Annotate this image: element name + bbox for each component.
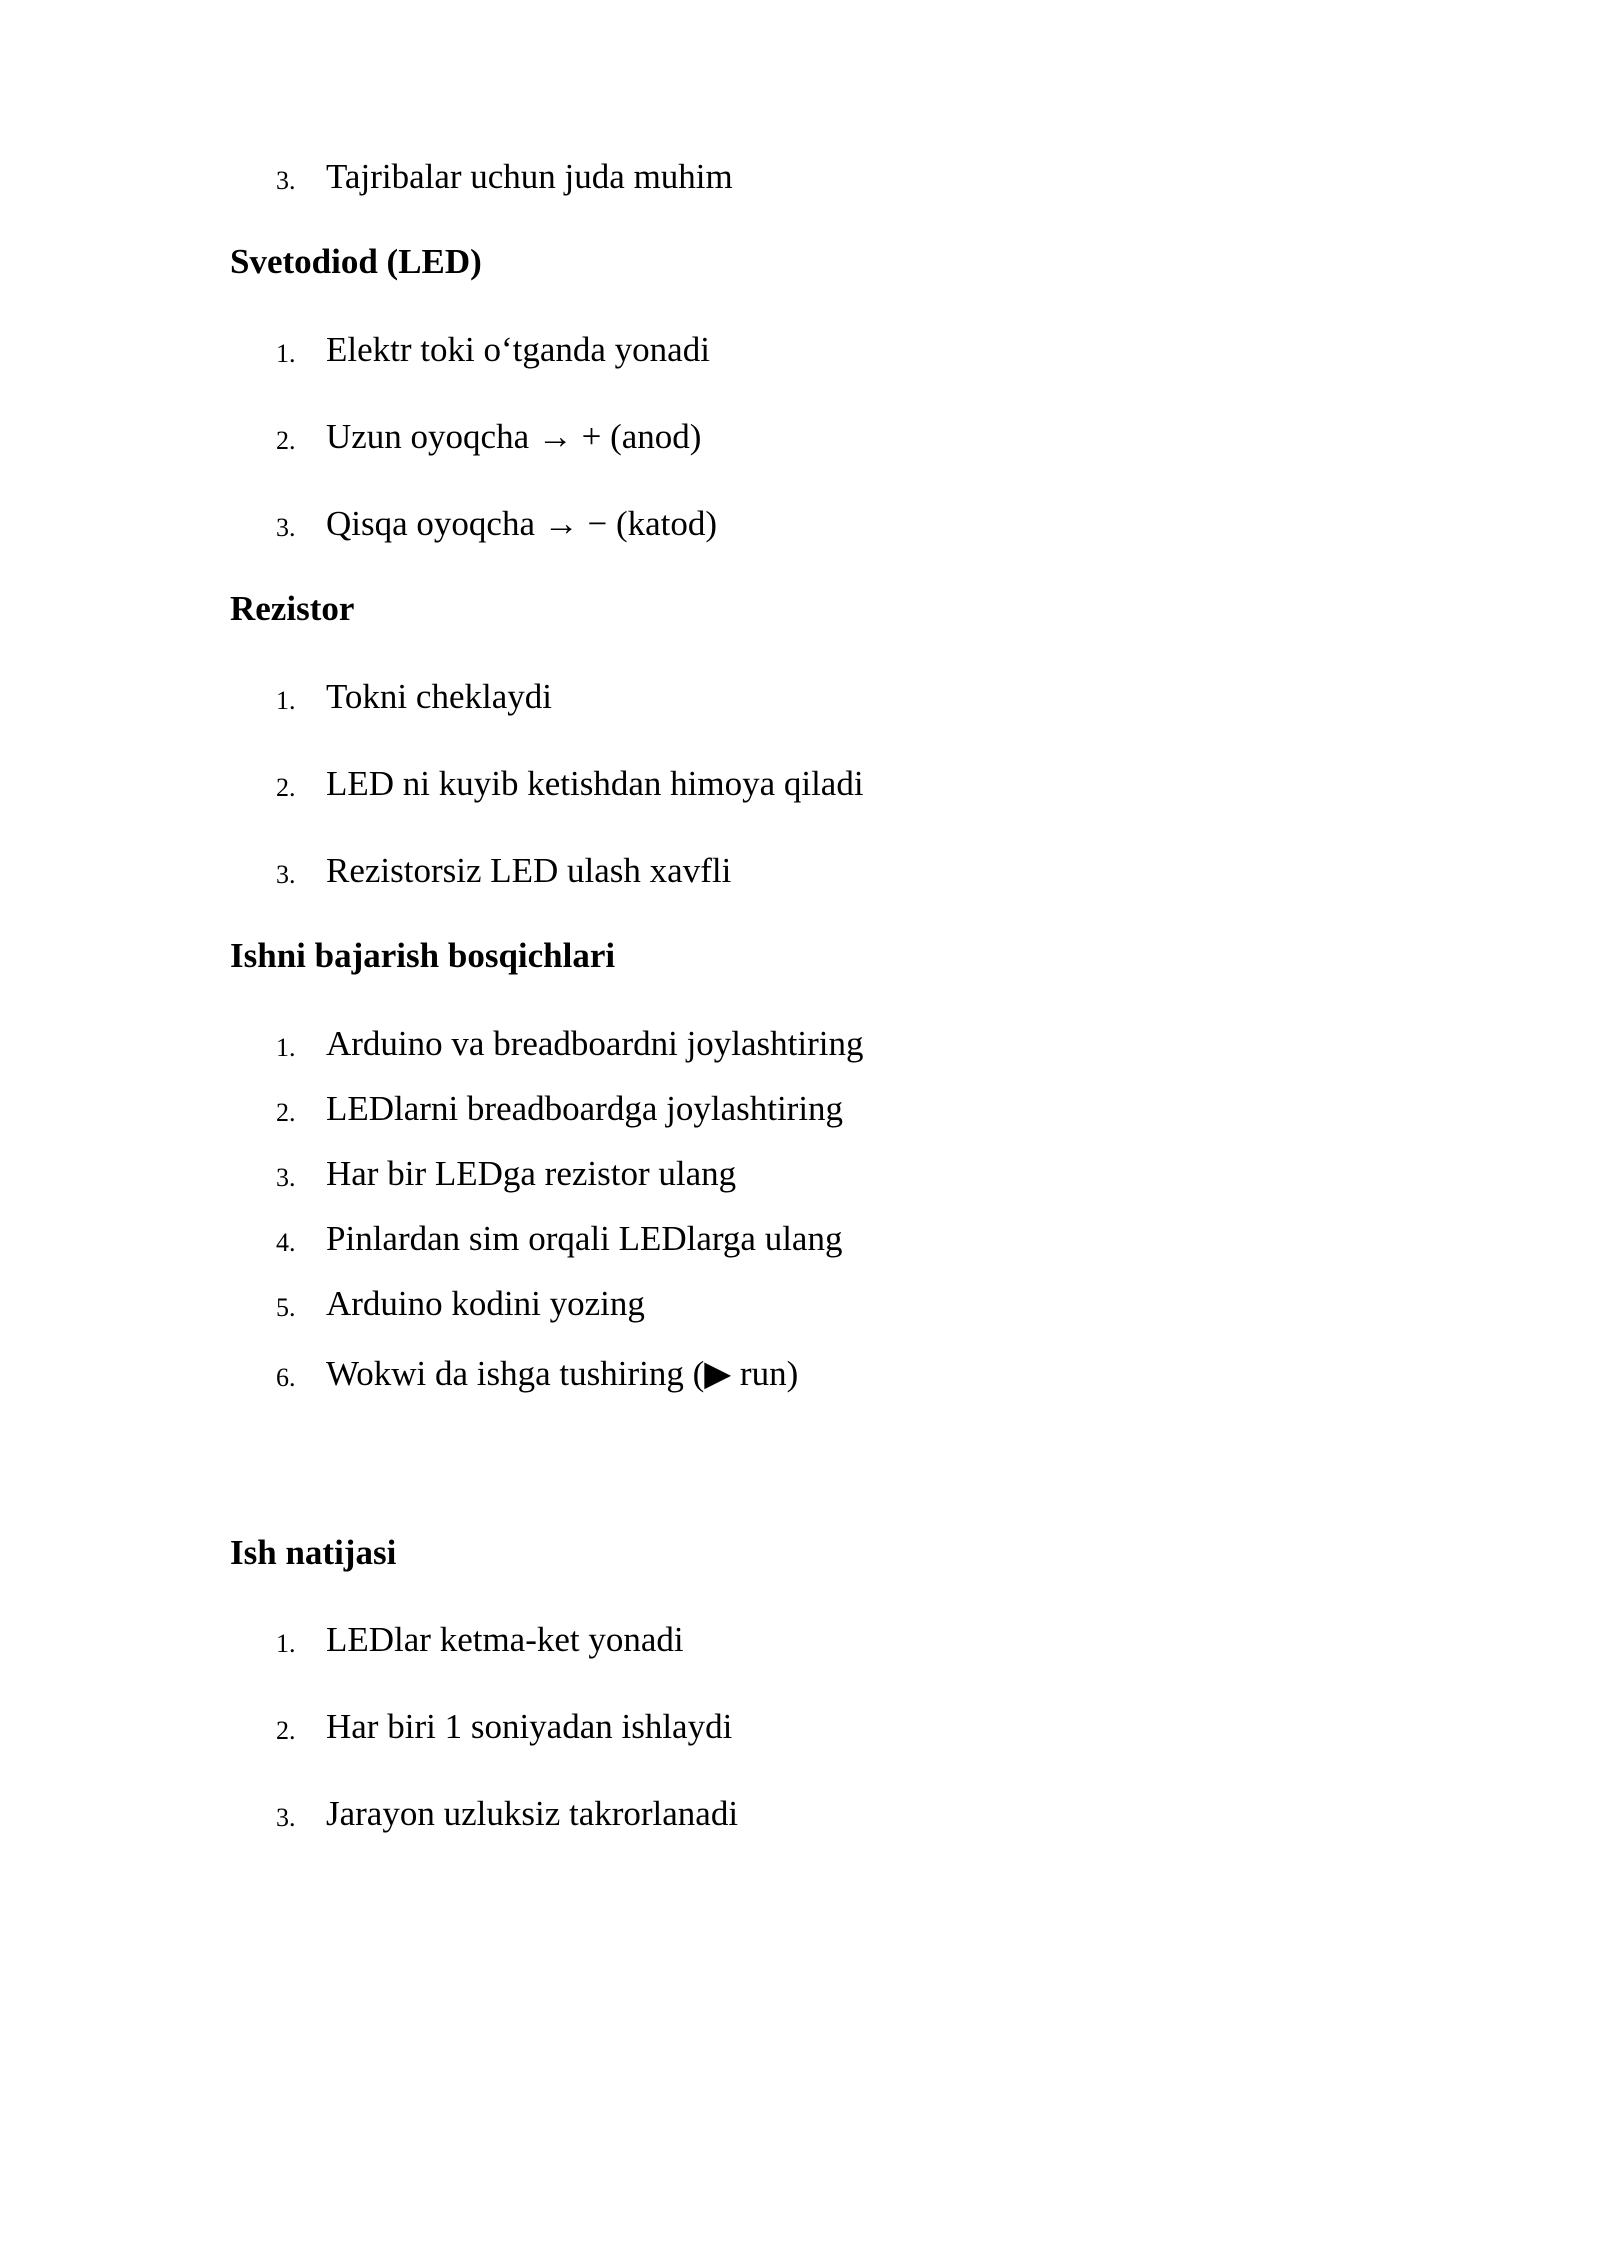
list-text: Arduino kodini yozing xyxy=(326,1284,645,1323)
list-text: LED ni kuyib ketishdan himoya qiladi xyxy=(326,764,864,803)
list-number: 2. xyxy=(276,1716,296,1745)
list-number: 3. xyxy=(276,1163,296,1192)
list-text: LEDlar ketma-ket yonadi xyxy=(326,1620,684,1659)
list-number: 2. xyxy=(276,1098,296,1127)
list-text: Uzun oyoqcha → + (anod) xyxy=(326,417,702,456)
list-number: 2. xyxy=(276,426,296,455)
list-number: 3. xyxy=(276,513,296,542)
list-text: Elektr toki o‘tganda yonadi xyxy=(326,330,710,369)
section-heading-steps: Ishni bajarish bosqichlari xyxy=(230,936,616,975)
list-text: Wokwi da ishga tushiring (▶ run) xyxy=(326,1354,799,1393)
list-text: Arduino va breadboardni joylashtiring xyxy=(326,1024,864,1063)
list-text: LEDlarni breadboardga joylashtiring xyxy=(326,1089,844,1128)
section-heading-result: Ish natijasi xyxy=(230,1533,397,1572)
list-number: 1. xyxy=(276,686,296,715)
list-number: 4. xyxy=(276,1228,296,1257)
list-text: Tajribalar uchun juda muhim xyxy=(326,157,733,196)
list-number: 1. xyxy=(276,1033,296,1062)
list-number: 5. xyxy=(276,1293,296,1322)
list-text: Jarayon uzluksiz takrorlanadi xyxy=(326,1794,739,1833)
list-text: Har bir LEDga rezistor ulang xyxy=(326,1154,737,1193)
list-number: 1. xyxy=(276,339,296,368)
list-number: 3. xyxy=(276,1803,296,1832)
list-text: Qisqa oyoqcha → − (katod) xyxy=(326,504,718,543)
list-text: Pinlardan sim orqali LEDlarga ulang xyxy=(326,1219,843,1258)
list-number: 6. xyxy=(276,1363,296,1392)
list-number: 1. xyxy=(276,1629,296,1658)
list-text: Har biri 1 soniyadan ishlaydi xyxy=(326,1707,733,1746)
section-heading-rezistor: Rezistor xyxy=(230,589,355,628)
list-number: 2. xyxy=(276,773,296,802)
list-text: Tokni cheklaydi xyxy=(326,677,552,716)
list-text: Rezistorsiz LED ulash xavfli xyxy=(326,851,732,890)
list-number: 3. xyxy=(276,860,296,889)
section-heading-led: Svetodiod (LED) xyxy=(230,242,482,281)
list-number: 3. xyxy=(276,166,296,195)
